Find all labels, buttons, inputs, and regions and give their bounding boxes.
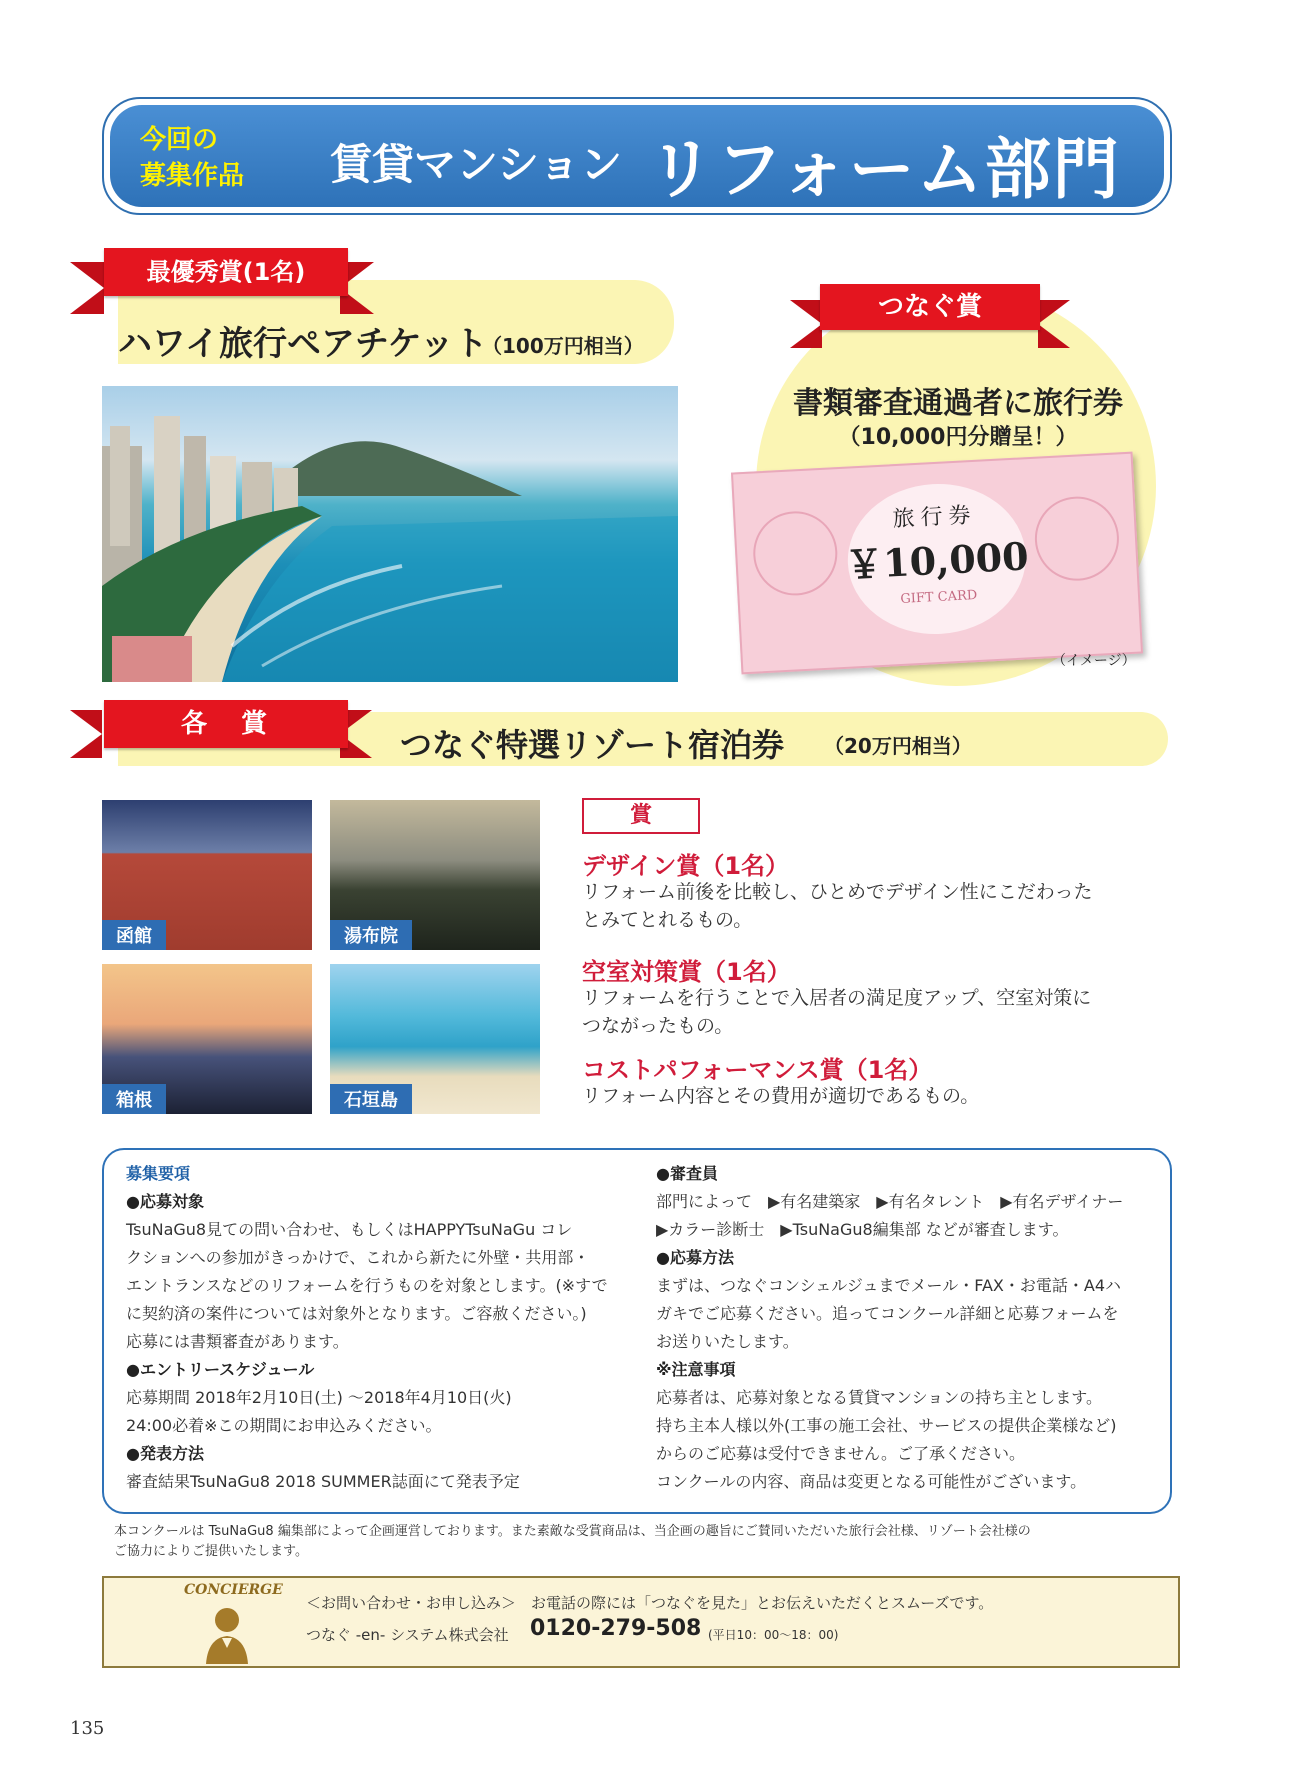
award-desc [582, 984, 1091, 1040]
info-line: 24:00必着※この期間にお申込みください。 [126, 1416, 442, 1435]
info-announce-heading: ●発表方法 [126, 1444, 204, 1463]
concierge-person-icon [204, 1604, 250, 1664]
footnote-line: 本コンクールは TsuNaGu8 編集部によって企画運営しております。また素敵な受賞商品は、当企画の趣旨にご賛同いただいた旅行会社様、リゾート会社様の [114, 1524, 1031, 1539]
ribbon-tail-left [790, 300, 822, 348]
contact-hours: (平日10：00～18：00) [708, 1628, 839, 1642]
info-line: に契約済の案件については対象外となります。ご容赦ください。) [126, 1304, 587, 1323]
each-prize-ribbon: 各 賞 [104, 700, 348, 748]
info-line: お送りいたします。 [656, 1332, 799, 1351]
hawaii-illustration [102, 386, 678, 682]
each-prize-value: （20万円相当） [824, 734, 972, 758]
info-target-heading: ●応募対象 [126, 1192, 204, 1211]
info-line: ガキでご応募ください。追ってコンクール詳細と応募フォームを [656, 1304, 1119, 1323]
header-small-text [140, 122, 244, 194]
info-notes-heading: ※注意事項 [656, 1360, 736, 1379]
footnote [114, 1522, 1174, 1562]
award-desc-line: リフォーム内容とその費用が適切であるもの。 [582, 1085, 980, 1107]
info-line: クションへの参加がきっかけで、これから新たに外壁・共用部・ [126, 1248, 590, 1267]
info-line: 応募期間 2018年2月10日(土) ～2018年4月10日(火) [126, 1388, 512, 1407]
info-line: まずは、つなぐコンシェルジュまでメール・FAX・お電話・A4ハ [656, 1276, 1122, 1295]
location-label: 函館 [102, 920, 166, 950]
hawaii-photo [102, 386, 678, 682]
header-big-title: リフォーム部門 [648, 131, 1121, 208]
contact-company: つなぐ -en- システム株式会社 [306, 1626, 509, 1644]
gift-ticket-image [731, 452, 1143, 675]
grand-prize-value: （100万円相当） [482, 334, 644, 358]
info-line: 部門によって ▶有名建築家 ▶有名タレント ▶有名デザイナー [656, 1192, 1124, 1211]
award-title: コストパフォーマンス賞（1名） [582, 1056, 933, 1084]
info-heading: 募集要項 [126, 1164, 191, 1183]
info-line: TsuNaGu8見ての問い合わせ、もしくはHAPPYTsuNaGu コレ [126, 1220, 573, 1239]
yufuin-photo [330, 800, 540, 950]
ribbon-tail-left [70, 262, 104, 314]
info-schedule-heading: ●エントリースケジュール [126, 1360, 315, 1379]
award-desc-line: リフォーム前後を比較し、ひとめでデザイン性にこだわった [582, 881, 1093, 903]
location-label: 箱根 [102, 1084, 166, 1114]
ticket-label: 旅行券 [892, 502, 978, 533]
header-small-line1: 今回の [140, 125, 219, 155]
tsunagu-prize-ribbon: つなぐ賞 [820, 284, 1040, 330]
info-line: 持ち主本人様以外(工事の施工会社、サービスの提供企業様など) [656, 1416, 1117, 1435]
each-prize-title: つなぐ特選リゾート宿泊券 [400, 726, 785, 764]
award-desc [582, 878, 1093, 934]
tsunagu-prize-subtitle: （10,000円分贈呈！） [838, 425, 1078, 450]
grand-prize-ribbon: 最優秀賞(1名) [104, 248, 348, 296]
info-line: からのご応募は受付できません。ご了承ください。 [656, 1444, 1025, 1463]
header-small-line2: 募集作品 [140, 161, 245, 191]
hakone-photo [102, 964, 312, 1114]
tsunagu-prize-title: 書類審査通過者に旅行券 [793, 386, 1123, 421]
header-mid-title: 賃貸マンション [330, 140, 623, 189]
ribbon-tail-left [70, 710, 102, 758]
info-method-heading: ●応募方法 [656, 1248, 734, 1267]
grand-prize-title: ハワイ旅行ペアチケット [118, 324, 488, 364]
concierge-badge: CONCIERGE [184, 1582, 283, 1598]
page-number: 135 [70, 1718, 105, 1739]
contact-line1: ＜お問い合わせ・お申し込み＞ お電話の際には「つなぐを見た」とお伝えいただくとスムーズです。 [306, 1594, 994, 1612]
info-line: 応募者は、応募対象となる賃貸マンションの持ち主とします。 [656, 1388, 1103, 1407]
info-right-column [656, 1160, 1156, 1496]
award-title: デザイン賞（1名） [582, 852, 790, 880]
info-judges-heading: ●審査員 [656, 1164, 718, 1183]
contact-phone[interactable]: 0120-279-508 [530, 1616, 702, 1641]
award-desc [582, 1082, 979, 1110]
hakodate-photo [102, 800, 312, 950]
award-desc-line: とみてとれるもの。 [582, 909, 753, 931]
ribbon-tail-right [1038, 300, 1070, 348]
footnote-line: ご協力によりご提供いたします。 [114, 1544, 308, 1559]
info-line: 応募には書類審査があります。 [126, 1332, 349, 1351]
ticket-sub: GIFT CARD [900, 587, 978, 607]
award-desc-line: リフォームを行うことで入居者の満足度アップ、空室対策に [582, 987, 1092, 1009]
info-line: 審査結果TsuNaGu8 2018 SUMMER誌面にて発表予定 [126, 1472, 520, 1491]
ticket-amount: ￥10,000 [844, 533, 1030, 588]
awards-box-label: 賞 [582, 798, 700, 834]
location-label: 湯布院 [330, 920, 412, 950]
location-label: 石垣島 [330, 1084, 412, 1114]
ishigaki-photo [330, 964, 540, 1114]
image-note: （イメージ） [1052, 653, 1136, 669]
award-desc-line: つながったもの。 [582, 1015, 734, 1037]
info-line: コンクールの内容、商品は変更となる可能性がございます。 [656, 1472, 1087, 1491]
info-line: ▶カラー診断士 ▶TsuNaGu8編集部 などが審査します。 [656, 1220, 1069, 1239]
award-title: 空室対策賞（1名） [582, 958, 791, 986]
info-left-column [126, 1160, 636, 1496]
info-line: エントランスなどのリフォームを行うものを対象とします。(※すで [126, 1276, 608, 1295]
